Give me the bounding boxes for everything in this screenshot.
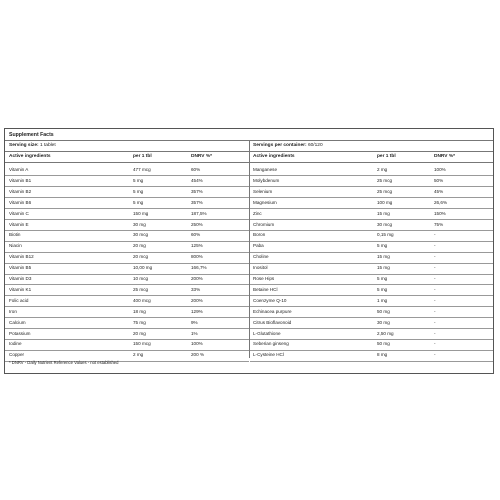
row-divider bbox=[5, 186, 249, 187]
left-row-amount: 75 mg bbox=[133, 319, 146, 325]
header-amount-right: per 1 tbl bbox=[377, 154, 396, 159]
left-row-amount: 20 mcg bbox=[133, 254, 149, 260]
left-row-amount: 20 mg bbox=[133, 243, 146, 249]
right-row-ingredient: Inositol bbox=[253, 265, 268, 271]
row-divider bbox=[250, 186, 493, 187]
row-divider bbox=[5, 306, 249, 307]
row-divider bbox=[5, 197, 249, 198]
left-row-amount: 18 mg bbox=[133, 308, 146, 314]
row-divider bbox=[5, 350, 249, 351]
left-row-ingredient: Biotin bbox=[9, 232, 21, 238]
left-row-ingredient: Vitamin B1 bbox=[9, 177, 32, 183]
right-row-dnrv: - bbox=[434, 297, 436, 303]
left-row-amount: 20 mg bbox=[133, 330, 146, 336]
left-row-amount: 150 mg bbox=[133, 210, 149, 216]
left-row-ingredient: Copper bbox=[9, 352, 25, 358]
left-row-ingredient: Vitamin B6 bbox=[9, 199, 32, 205]
row-divider bbox=[250, 339, 493, 340]
right-row-amount: 100 mg bbox=[377, 199, 393, 205]
left-row-amount: 400 mcg bbox=[133, 297, 151, 303]
left-row-amount: 2 mg bbox=[133, 352, 144, 358]
left-row-amount: 477 mcg bbox=[133, 167, 151, 172]
row-divider bbox=[250, 361, 493, 362]
row-divider bbox=[5, 252, 249, 253]
right-row-amount: 5 mg bbox=[377, 276, 388, 281]
left-row-dnrv: 125% bbox=[191, 243, 203, 249]
row-divider bbox=[250, 263, 493, 264]
left-row-dnrv: 33% bbox=[191, 286, 201, 292]
header-amount-left: per 1 tbl bbox=[133, 154, 152, 159]
left-row-dnrv: 250% bbox=[191, 221, 203, 227]
left-row-ingredient: Vitamin B5 bbox=[9, 265, 32, 271]
left-row-amount: 10,00 mg bbox=[133, 265, 153, 271]
right-row-ingredient: Paba bbox=[253, 243, 264, 249]
servings-per-container-label: Servings per container: bbox=[253, 143, 307, 148]
row-divider bbox=[5, 208, 249, 209]
left-row-dnrv: 200% bbox=[191, 297, 203, 303]
right-row-dnrv: 100% bbox=[434, 167, 446, 172]
servings-per-container-value: 60/120 bbox=[307, 143, 323, 148]
row-divider bbox=[5, 175, 249, 176]
left-row-dnrv: 800% bbox=[191, 254, 203, 260]
left-row-dnrv: 357% bbox=[191, 188, 203, 194]
right-row-dnrv: - bbox=[434, 232, 436, 238]
right-row-ingredient: Zinc bbox=[253, 210, 262, 216]
right-row-ingredient: L-Cysteine HCl bbox=[253, 352, 284, 358]
left-row-ingredient: Vitamin B2 bbox=[9, 188, 32, 194]
left-row-dnrv: 200 % bbox=[191, 352, 205, 358]
left-row-ingredient: Vitamin E bbox=[9, 221, 29, 227]
left-row-ingredient: Potassium bbox=[9, 330, 31, 336]
left-row-dnrv: 9% bbox=[191, 319, 198, 325]
left-row-ingredient: Vitamin A bbox=[9, 167, 29, 172]
right-row-ingredient: L-Glutathione bbox=[253, 330, 281, 336]
right-row-ingredient: Betaine HCl bbox=[253, 286, 278, 292]
row-divider bbox=[250, 350, 493, 351]
right-row-dnrv: 45% bbox=[434, 188, 444, 194]
left-row-dnrv: 100% bbox=[191, 341, 203, 347]
row-divider bbox=[250, 317, 493, 318]
left-row-dnrv: 187,5% bbox=[191, 210, 207, 216]
right-row-ingredient: Boron bbox=[253, 232, 266, 238]
right-row-dnrv: - bbox=[434, 276, 436, 281]
right-row-ingredient: Citrus Bioflavonoid bbox=[253, 319, 292, 325]
left-row-amount: 5 mg bbox=[133, 177, 144, 183]
right-row-amount: 30 mg bbox=[377, 319, 390, 325]
left-row-amount: 5 mg bbox=[133, 199, 144, 205]
left-row-dnrv: 454% bbox=[191, 177, 203, 183]
panel-title: Supplement Facts bbox=[9, 132, 54, 138]
row-divider bbox=[5, 328, 249, 329]
right-row-ingredient: Rose Hips bbox=[253, 276, 275, 281]
right-row-dnrv: - bbox=[434, 265, 436, 271]
right-row-amount: 30 mcg bbox=[377, 221, 393, 227]
right-row-dnrv: 26,6% bbox=[434, 199, 448, 205]
left-row-ingredient: Calcium bbox=[9, 319, 26, 325]
right-row-dnrv: - bbox=[434, 254, 436, 260]
row-divider bbox=[250, 274, 493, 275]
row-divider bbox=[5, 241, 249, 242]
right-row-amount: 25 mcg bbox=[377, 177, 393, 183]
left-row-dnrv: 1% bbox=[191, 330, 198, 336]
left-row-dnrv: 60% bbox=[191, 232, 201, 238]
left-row-ingredient: Vitamin D3 bbox=[9, 276, 32, 281]
row-divider bbox=[250, 306, 493, 307]
header-dnrv-left: DNRV %* bbox=[191, 154, 212, 159]
left-row-dnrv: 60% bbox=[191, 167, 201, 172]
row-divider bbox=[250, 295, 493, 296]
row-divider bbox=[250, 284, 493, 285]
header-dnrv-right: DNRV %* bbox=[434, 154, 455, 159]
right-row-ingredient: Chromium bbox=[253, 221, 275, 227]
row-divider bbox=[250, 252, 493, 253]
row-divider bbox=[5, 219, 249, 220]
left-row-ingredient: Folic acid bbox=[9, 297, 29, 303]
right-row-ingredient: Manganese bbox=[253, 167, 278, 172]
right-row-amount: 5 mg bbox=[377, 243, 388, 249]
right-row-amount: 1 mg bbox=[377, 297, 388, 303]
right-row-amount: 15 mg bbox=[377, 254, 390, 260]
right-row-dnrv: - bbox=[434, 286, 436, 292]
right-row-amount: 50 mg bbox=[377, 341, 390, 347]
right-row-amount: 50 mg bbox=[377, 308, 390, 314]
right-row-ingredient: Echinacea purpure bbox=[253, 308, 292, 314]
right-row-ingredient: Selenium bbox=[253, 188, 273, 194]
right-row-ingredient: Coenzyme Q-10 bbox=[253, 297, 287, 303]
left-row-ingredient: Iodine bbox=[9, 341, 22, 347]
right-row-amount: 5 mg bbox=[377, 286, 388, 292]
right-row-amount: 2,50 mg bbox=[377, 330, 394, 336]
serving-size bbox=[9, 143, 56, 148]
serving-size-label: Serving size: bbox=[9, 143, 39, 148]
right-row-amount: 15 mg bbox=[377, 210, 390, 216]
row-divider bbox=[5, 284, 249, 285]
row-divider bbox=[250, 208, 493, 209]
row-divider bbox=[250, 230, 493, 231]
left-row-dnrv: 357% bbox=[191, 199, 203, 205]
left-row-dnrv: 166,7% bbox=[191, 265, 207, 271]
row-divider bbox=[5, 339, 249, 340]
right-row-dnrv: 150% bbox=[434, 210, 446, 216]
left-row-amount: 5 mg bbox=[133, 188, 144, 194]
left-row-amount: 25 mcg bbox=[133, 286, 149, 292]
right-row-dnrv: - bbox=[434, 352, 436, 358]
serving-size-value: 1 tablet bbox=[39, 143, 56, 148]
supplement-facts-panel bbox=[4, 128, 494, 374]
right-row-dnrv: 75% bbox=[434, 221, 444, 227]
row-divider bbox=[5, 230, 249, 231]
row-divider bbox=[250, 219, 493, 220]
right-row-amount: 8 mg bbox=[377, 352, 388, 358]
row-divider bbox=[250, 175, 493, 176]
row-divider bbox=[5, 317, 249, 318]
left-row-amount: 30 mcg bbox=[133, 232, 149, 238]
right-row-dnrv: - bbox=[434, 330, 436, 336]
row-divider bbox=[250, 328, 493, 329]
left-row-amount: 10 mcg bbox=[133, 276, 149, 281]
row-divider bbox=[250, 197, 493, 198]
left-row-amount: 150 mcg bbox=[133, 341, 151, 347]
right-row-amount: 15 mg bbox=[377, 265, 390, 271]
right-row-amount: 25 mcg bbox=[377, 188, 393, 194]
right-row-ingredient: Molybdenum bbox=[253, 177, 280, 183]
servings-per-container bbox=[253, 143, 323, 148]
header-ingredient-left: Active ingredients bbox=[9, 154, 51, 159]
footnote: * DNRV - Daily Nutrient Reference Values - not established bbox=[9, 360, 119, 365]
right-row-dnrv: - bbox=[434, 341, 436, 347]
left-row-ingredient: Vitamin K1 bbox=[9, 286, 32, 292]
right-row-dnrv: - bbox=[434, 308, 436, 314]
row-divider bbox=[5, 295, 249, 296]
left-row-ingredient: Iron bbox=[9, 308, 17, 314]
right-row-ingredient: Seberian ginseng bbox=[253, 341, 289, 347]
right-row-dnrv: - bbox=[434, 243, 436, 249]
right-row-ingredient: Choline bbox=[253, 254, 269, 260]
right-row-dnrv: - bbox=[434, 319, 436, 325]
left-row-amount: 30 mg bbox=[133, 221, 146, 227]
column-divider bbox=[249, 140, 250, 358]
header-ingredient-right: Active ingredients bbox=[253, 154, 295, 159]
row-divider bbox=[5, 263, 249, 264]
right-row-ingredient: Magnesium bbox=[253, 199, 277, 205]
right-row-dnrv: 50% bbox=[434, 177, 444, 183]
row-divider bbox=[250, 241, 493, 242]
right-row-amount: 2 mg bbox=[377, 167, 388, 172]
left-row-dnrv: 129% bbox=[191, 308, 203, 314]
row-divider bbox=[5, 274, 249, 275]
left-row-ingredient: Vitamin C bbox=[9, 210, 29, 216]
right-row-amount: 0,15 mg bbox=[377, 232, 394, 238]
left-row-dnrv: 200% bbox=[191, 276, 203, 281]
left-row-ingredient: Niacin bbox=[9, 243, 22, 249]
left-row-ingredient: Vitamin B12 bbox=[9, 254, 34, 260]
